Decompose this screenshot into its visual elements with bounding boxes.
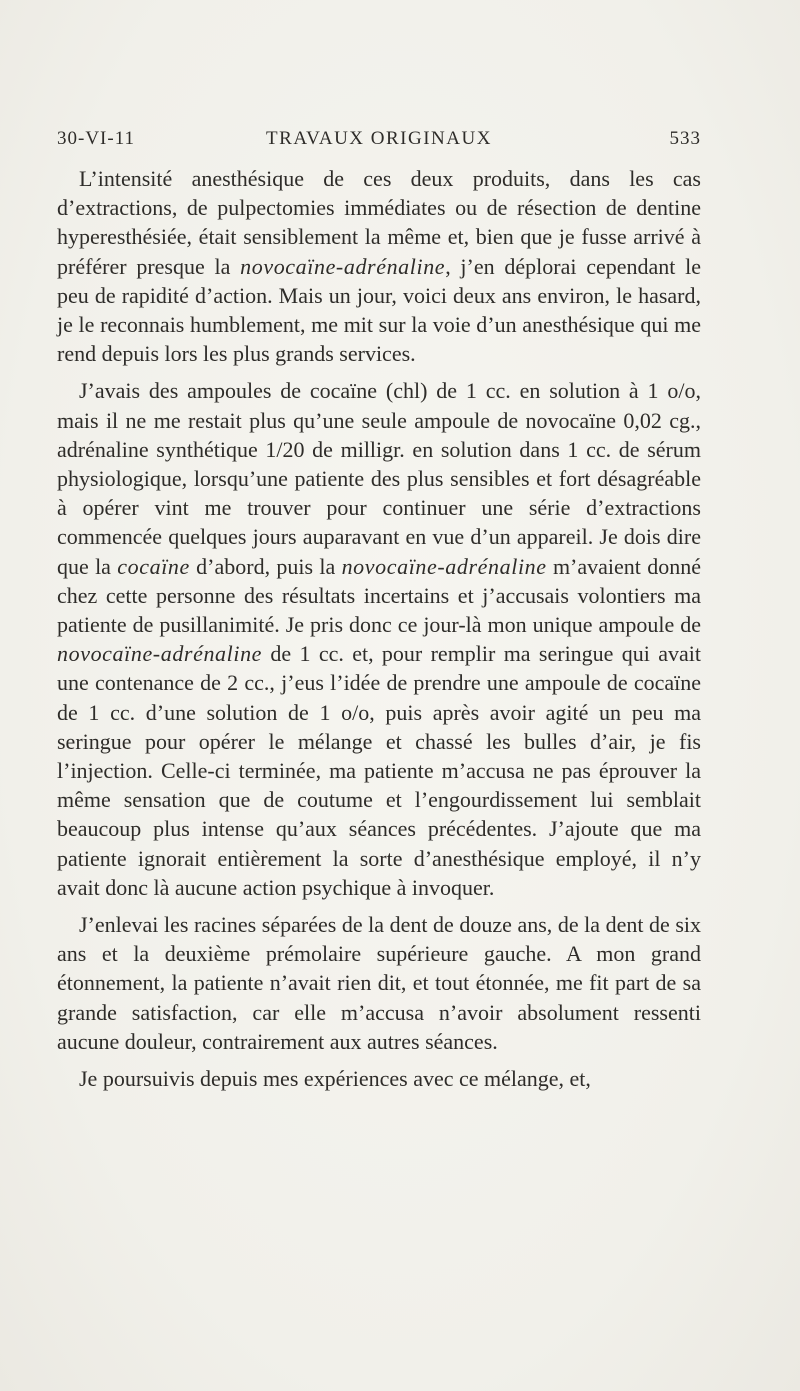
text-run: de 1 cc. et, pour remplir ma seringue qui avait une contenance de 2 cc., j’eus l’idée de prendre une ampoule de cocaïne de 1 cc. d’une solution de 1 o/o, puis après avoir agité un peu ma seringue pour opérer le mélange et chassé les bulles d’air, je fis l’injection. Celle-ci terminée, ma patiente m’accusa ne pas éprouver la même sensation que de coutume et l’engourdissement lui semblait beaucoup plus intense qu’aux séances précédentes. J’ajoute que ma patiente ignorait entièrement la sorte d’anesthésique employé, il n’y avait donc là aucune action psychique à invoquer. xyxy=(57,641,701,900)
text-run: Je poursuivis depuis mes expériences avec ce mélange, et, xyxy=(79,1066,591,1092)
paragraph-4 xyxy=(57,1064,701,1093)
paragraph-3 xyxy=(57,910,701,1056)
text-run: d’abord, puis la xyxy=(189,553,342,579)
body-text xyxy=(57,164,701,1093)
header-title: TRAVAUX ORIGINAUX xyxy=(266,128,492,149)
header-date: 30-VI-11 xyxy=(57,128,135,149)
paragraph-2 xyxy=(57,376,701,902)
text-run: J’avais des ampoules de cocaïne (chl) de 1 cc. en solution à 1 o/o, mais il ne me restait plus qu’une seule ampoule de novocaïne 0,02 cg., adrénaline synthétique 1/20 de milligr. en solution dans 1 cc. de sérum physiologique, lorsqu’une patiente des plus sensibles et fort désagréable à opérer vint me trouver pour continuer une série d’extractions commencée quelques jours auparavant en vue d’un appareil. Je dois dire que la xyxy=(57,378,701,579)
italic-term: cocaïne xyxy=(117,553,190,579)
italic-term: novocaïne-adrénaline xyxy=(240,253,446,279)
paragraph-1 xyxy=(57,164,701,368)
italic-term: novocaïne-adrénaline xyxy=(57,641,263,667)
running-header xyxy=(57,128,701,158)
text-run: J’enlevai les racines séparées de la dent de douze ans, de la dent de six ans et la deuxième prémolaire supérieure gauche. A mon grand étonnement, la patiente n’avait rien dit, et tout étonnée, me fit part de sa grande satisfaction, car elle m’accusa n’avoir absolument ressenti aucune douleur, contrairement aux autres séances. xyxy=(57,912,701,1054)
text-run: , j’en déplorai cependant le peu de rapidité d’action. Mais un jour, voici deux ans environ, le hasard, je le reconnais humblement, me mit sur la voie d’un anesthésique qui me rend depuis lors les plus grands services. xyxy=(57,253,701,367)
italic-term: novocaïne-adrénaline xyxy=(341,553,547,579)
page-number: 533 xyxy=(669,128,701,149)
text-run: L’intensité anesthésique de ces deux produits, dans les cas d’extractions, de pulpectomies immédiates ou de résection de dentine hyperesthésiée, était sensiblement la même et, bien que je fusse arrivé à préférer presque la xyxy=(57,166,701,279)
text-run: m’avaient donné chez cette personne des résultats incertains et j’accusais volontiers ma patiente de pusillanimité. Je pris donc ce jour-là mon unique ampoule de xyxy=(57,553,701,638)
